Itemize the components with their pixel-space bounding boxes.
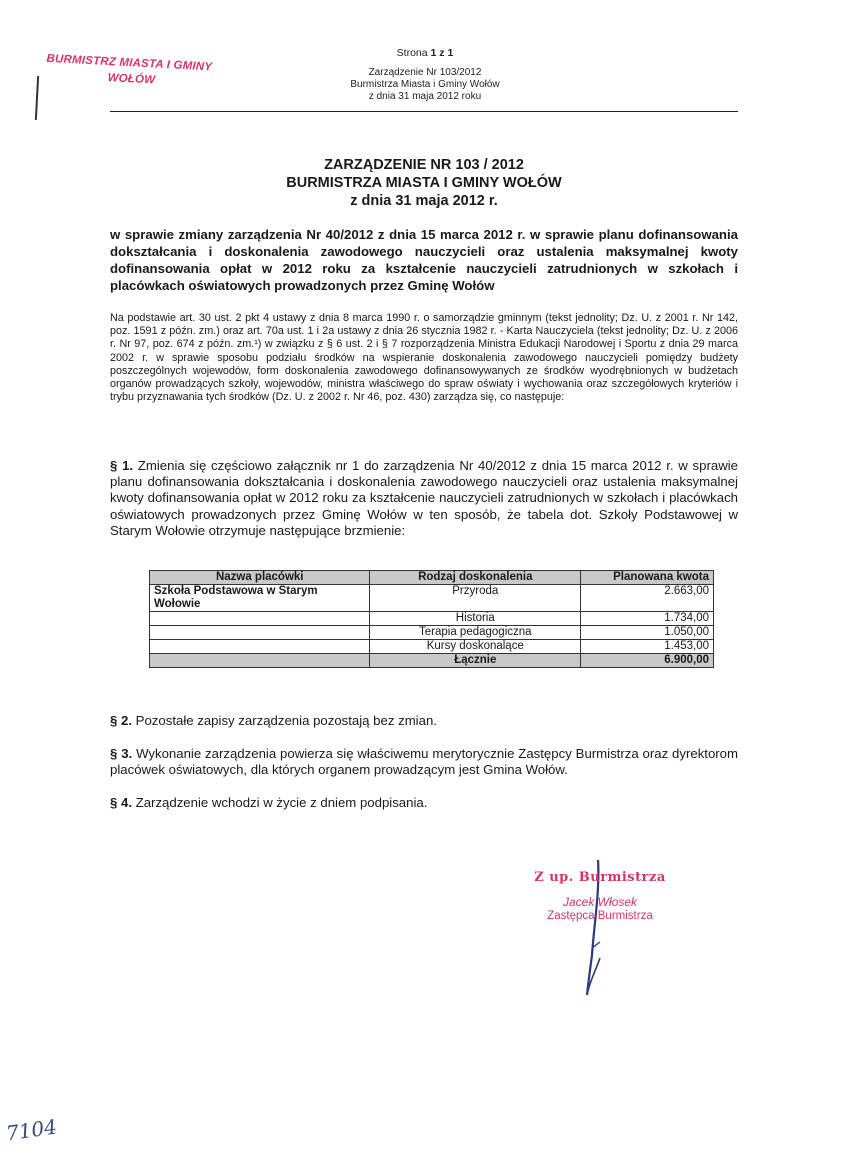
column-header-planned-amount: Planowana kwota <box>581 571 714 585</box>
page-header <box>300 47 550 103</box>
page-counter <box>300 47 550 59</box>
document-subject: w sprawie zmiany zarządzenia Nr 40/2012 z dnia 15 marca 2012 r. w sprawie planu dofinansowania dokształcania i doskonalenia zawodowego nauczycieli oraz ustalenia maksymalnej kwoty dofinansowania opłat w 2012 roku za kształcenie nauczycieli zatrudnionych w szkołach i placówkach oświatowych prowadzonych przez Gminę Wołów <box>110 227 738 293</box>
column-header-institution: Nazwa placówki <box>150 571 370 585</box>
signature-line-2: Jacek Włosek <box>562 895 638 909</box>
table-row <box>150 640 714 654</box>
legal-basis: Na podstawie art. 30 ust. 2 pkt 4 ustawy z dnia 8 marca 1990 r. o samorządzie gminnym (tekst jednolity; Dz. U. z 2001 r. Nr 142, poz. 1591 z późn. zm.) oraz art. 70a ust. 1 i 2a ustawy z dnia 26 stycznia 1982 r. - Karta Nauczyciela (tekst jednolity; Dz. U. z 2006 r. Nr 97, poz. 674 z późn. zm.¹) w związku z § 6 ust. 2 i § 7 rozporządzenia Ministra Edukacji Narodowej i Sportu z dnia 29 marca 2002 r. w sprawie sposobu podziału środków na wspieranie doskonalenia zawodowego nauczycieli pomiędzy budżety poszczególnych wojewodów, form doskonalenia zawodowego dofinansowywanych ze środków wyodrębnionych w budżetach organów prowadzących szkoły, wojewodów, ministra właściwego do spraw oświaty i wychowania oraz szczegółowych kryteriów i trybu przyznawania tych środków (Dz. U. z 2002 r. Nr 46, poz. 430) zarządza się, co następuje: <box>110 312 738 404</box>
handwritten-note: 7104 <box>4 1114 59 1146</box>
section-3-text: Wykonanie zarządzenia powierza się właściwemu merytorycznie Zastępcy Burmistrza oraz dyrektorom placówek oświatowych, dla których organem prowadzącym jest Gmina Wołów. <box>110 746 739 778</box>
section-3 <box>110 746 738 778</box>
title-line-1: ZARZĄDZENIE NR 103 / 2012 <box>324 157 524 173</box>
handwritten-mark <box>35 76 39 120</box>
table-cell-training-type: Kursy doskonalące <box>370 640 581 654</box>
table-cell-training-type: Historia <box>370 612 581 626</box>
stamp-line-2: WOŁÓW <box>107 72 156 87</box>
table-cell-amount: 1.734,00 <box>581 612 714 626</box>
table-header-row <box>150 571 714 585</box>
table-row <box>150 585 714 612</box>
signature-stamp <box>520 870 680 922</box>
document-title <box>110 156 738 210</box>
table-cell-institution <box>150 640 370 654</box>
table-total-amount: 6.900,00 <box>581 654 714 668</box>
signature-line-1: Z up. Burmistrza <box>534 870 666 885</box>
section-1 <box>110 458 738 539</box>
signature-line-3: Zastępca Burmistrza <box>547 910 653 922</box>
section-3-label: § 3. <box>110 746 133 761</box>
page-prefix: Strona <box>396 47 428 59</box>
page-total: 1 <box>447 47 454 59</box>
funding-table <box>149 570 714 668</box>
section-4 <box>110 795 738 811</box>
header-line-2: Burmistrza Miasta i Gminy Wołów <box>350 79 500 90</box>
table-total-label: Łącznie <box>370 654 581 668</box>
section-4-label: § 4. <box>110 795 132 810</box>
table-row <box>150 612 714 626</box>
page-number: 1 <box>430 47 437 59</box>
table-row <box>150 626 714 640</box>
section-1-text: Zmienia się częściowo załącznik nr 1 do zarządzenia Nr 40/2012 z dnia 15 marca 2012 r. w sprawie planu dofinansowania dokształcania i doskonalenia zawodowego nauczycieli oraz ustalenia maksymalnej kwoty dofinansowania opłat w 2012 roku za kształcenie nauczycieli zatrudnionych w szkołach i placówkach oświatowych prowadzonych przez Gminę Wołów w ten sposób, że tabela dot. Szkoły Podstawowej w Starym Wołowie otrzymuje następujące brzmienie: <box>110 458 738 538</box>
title-line-2: BURMISTRZA MIASTA I GMINY WOŁÓW <box>286 175 562 191</box>
page-of: z <box>439 47 445 59</box>
office-stamp <box>45 53 246 91</box>
section-2 <box>110 713 738 729</box>
section-2-text: Pozostałe zapisy zarządzenia pozostają bez zmian. <box>135 713 437 728</box>
section-4-text: Zarządzenie wchodzi w życie z dniem podpisania. <box>135 795 428 810</box>
header-line-3: z dnia 31 maja 2012 roku <box>368 91 482 102</box>
table-cell-amount: 1.453,00 <box>581 640 714 654</box>
table-cell-amount: 1.050,00 <box>581 626 714 640</box>
table-total-empty <box>150 654 370 668</box>
section-2-label: § 2. <box>110 713 132 728</box>
table-cell-training-type: Terapia pedagogiczna <box>370 626 581 640</box>
table-cell-institution: Szkoła Podstawowa w Starym Wołowie <box>150 585 370 612</box>
table-cell-institution <box>150 612 370 626</box>
stamp-line-1: BURMISTRZ MIASTA I GMINY <box>46 52 213 74</box>
table-total-row <box>150 654 714 668</box>
title-line-3: z dnia 31 maja 2012 r. <box>350 193 498 209</box>
table-cell-training-type: Przyroda <box>370 585 581 612</box>
section-1-label: § 1. <box>110 458 134 473</box>
table-cell-institution <box>150 626 370 640</box>
header-divider <box>110 111 738 112</box>
table-cell-amount: 2.663,00 <box>581 585 714 612</box>
header-line-1: Zarządzenie Nr 103/2012 <box>368 67 482 78</box>
column-header-training-type: Rodzaj doskonalenia <box>370 571 581 585</box>
